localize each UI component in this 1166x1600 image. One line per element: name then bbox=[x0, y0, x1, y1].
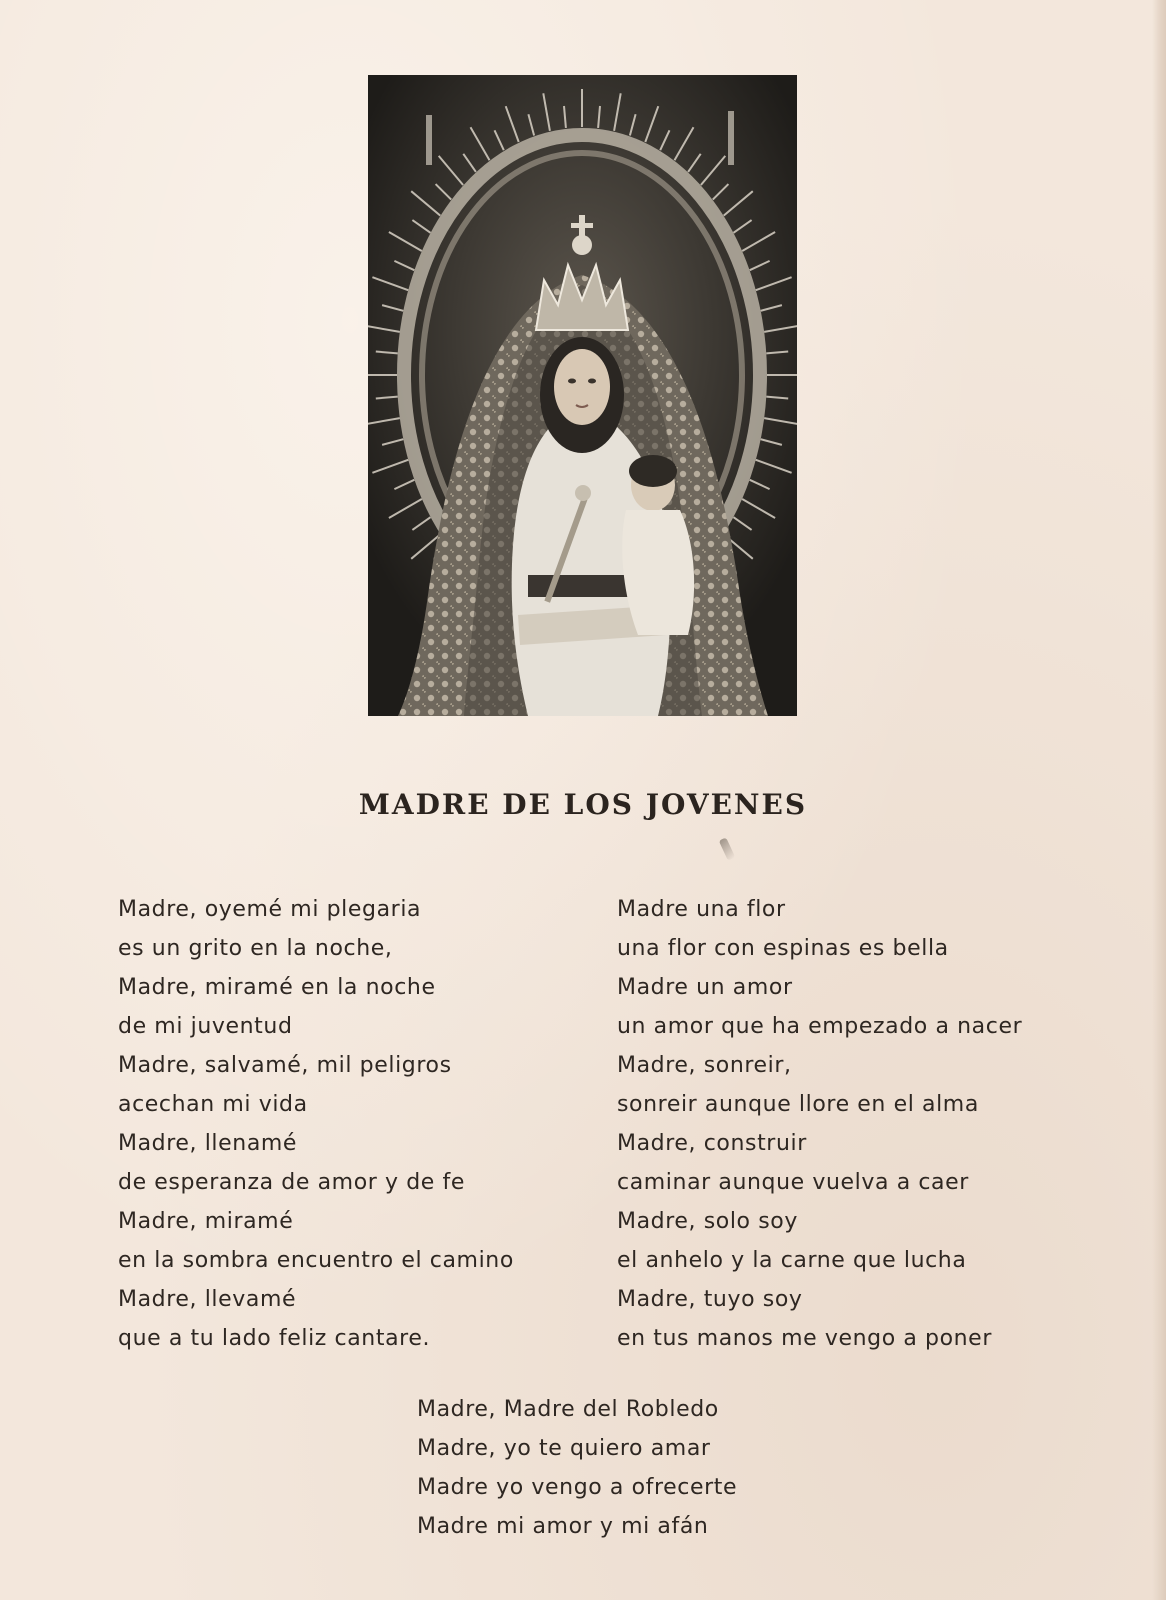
sash bbox=[528, 575, 638, 597]
verse-line: una flor con espinas es bella bbox=[617, 936, 949, 961]
verse-line: que a tu lado feliz cantare. bbox=[118, 1326, 431, 1351]
verse-line: Madre, oyemé mi plegaria bbox=[118, 897, 422, 922]
child-hair bbox=[629, 455, 677, 487]
verse-line: de esperanza de amor y de fe bbox=[118, 1170, 465, 1195]
verse-line: Madre una flor bbox=[617, 897, 786, 922]
verse-line: Madre, tuyo soy bbox=[617, 1287, 803, 1312]
candle-right bbox=[728, 111, 734, 165]
chorus-block bbox=[417, 1390, 737, 1546]
verse-line: en la sombra encuentro el camino bbox=[118, 1248, 514, 1273]
chorus-line: Madre, yo te quiero amar bbox=[417, 1436, 711, 1461]
verse-line: Madre, miramé en la noche bbox=[118, 975, 436, 1000]
verse-right-column bbox=[617, 890, 1022, 1358]
hymn-title: MADRE DE LOS JOVENES bbox=[358, 788, 808, 821]
verse-line: sonreir aunque llore en el alma bbox=[617, 1092, 979, 1117]
verse-line: acechan mi vida bbox=[118, 1092, 308, 1117]
verse-line: el anhelo y la carne que lucha bbox=[617, 1248, 967, 1273]
face bbox=[554, 349, 610, 425]
chorus-line: Madre, Madre del Robledo bbox=[417, 1397, 719, 1422]
right-eye bbox=[588, 379, 596, 384]
crown-cross-bar bbox=[571, 223, 593, 228]
verse-line: Madre, construir bbox=[617, 1131, 807, 1156]
scepter-top bbox=[575, 485, 591, 501]
verse-line: Madre, salvamé, mil peligros bbox=[118, 1053, 452, 1078]
verse-line: es un grito en la noche, bbox=[118, 936, 393, 961]
chorus-line: Madre yo vengo a ofrecerte bbox=[417, 1475, 738, 1500]
verse-left-column bbox=[118, 890, 514, 1358]
ink-smudge bbox=[719, 837, 736, 860]
verse-line: Madre, llenamé bbox=[118, 1131, 298, 1156]
chorus-line: Madre mi amor y mi afán bbox=[417, 1514, 709, 1539]
candle-left bbox=[426, 115, 432, 165]
verse-line: Madre, miramé bbox=[118, 1209, 294, 1234]
verse-line: Madre, sonreir, bbox=[617, 1053, 792, 1078]
verse-line: caminar aunque vuelva a caer bbox=[617, 1170, 969, 1195]
verse-line: un amor que ha empezado a nacer bbox=[617, 1014, 1023, 1039]
verse-line: de mi juventud bbox=[118, 1014, 293, 1039]
verse-line: en tus manos me vengo a poner bbox=[617, 1326, 992, 1351]
virgin-illustration bbox=[368, 75, 797, 716]
child-robe bbox=[622, 510, 694, 635]
virgin-photo bbox=[368, 75, 797, 716]
verse-line: Madre un amor bbox=[617, 975, 793, 1000]
verse-line: Madre, llevamé bbox=[118, 1287, 297, 1312]
left-eye bbox=[568, 379, 576, 384]
verse-line: Madre, solo soy bbox=[617, 1209, 798, 1234]
